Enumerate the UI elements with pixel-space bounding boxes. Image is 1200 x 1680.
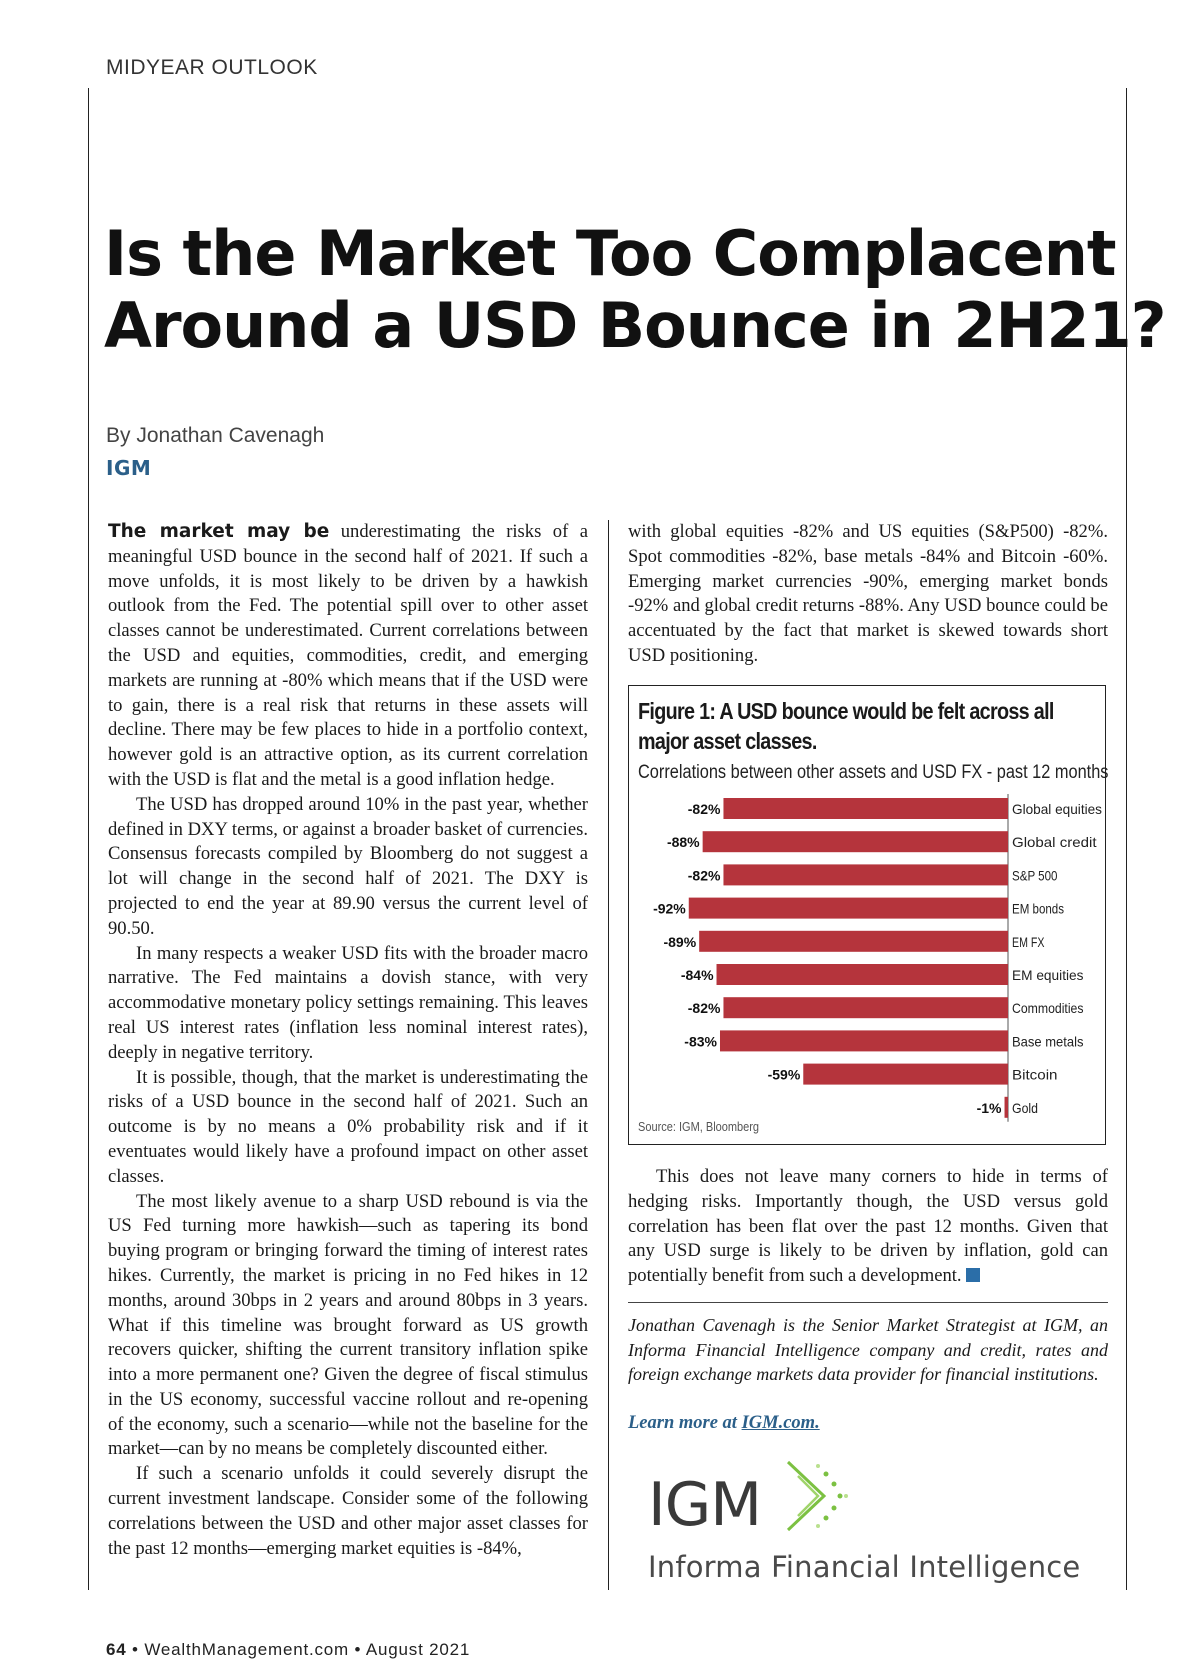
- value-label: -82%: [687, 867, 721, 884]
- value-label: -1%: [976, 1099, 1002, 1116]
- bar-em-equities: [717, 964, 1008, 985]
- article-title: [104, 217, 1166, 362]
- paragraph-6: If such a scenario unfolds it could severely disrupt the current investment landscape. Consider some of the following correlations between the USD and other major asset classes for the past 12 months—emerging market equities is -84%,: [108, 1463, 588, 1559]
- footer-site: WealthManagement.com: [144, 1640, 350, 1659]
- paragraph-5: The most likely avenue to a sharp USD rebound is via the US Fed turning more hawkish—such as tapering its bond buying program or bringing forward the timing of interest rates hikes. Currently, the market is pricing in no Fed hikes in 12 months, around 30bps in 2 years and around 80bps in 3 years. What if this timeline was brought forward as US growth recovers quicker, shifting the current transitory inflation spike into a more permanent one? Given the degree of fiscal stimulus in the US economy, successful vaccine rollout and re-opening of the economy, such a scenario—while not the baseline for the market—can by no means be completely discounted either.: [108, 1190, 588, 1460]
- figure-1: [628, 685, 1109, 1145]
- bar-global-credit: [703, 831, 1008, 852]
- left-margin-rule: [88, 88, 89, 1590]
- bio-divider: [628, 1302, 1108, 1303]
- section-label: MIDYEAR OUTLOOK: [106, 56, 318, 79]
- paragraph-8-text: This does not leave many corners to hide in terms of hedging risks. Importantly though, the USD versus gold correlation has been flat over the past 12 months. Given that any USD surge is likely to be driven by inflation, gold can potentially benefit from such a development.: [628, 1166, 1108, 1287]
- page-footer: [106, 1640, 470, 1660]
- footer-date: August 2021: [365, 1640, 471, 1659]
- value-label: -89%: [663, 933, 697, 950]
- footer-separator-2: •: [354, 1640, 362, 1659]
- lead-in: The market may be: [108, 521, 330, 542]
- learn-more: [628, 1413, 820, 1434]
- paragraph-8: [628, 1165, 1108, 1289]
- bar-em-fx: [699, 931, 1008, 952]
- category-label: Commodities: [1012, 1000, 1084, 1017]
- category-label: Base metals: [1012, 1033, 1084, 1050]
- igm-link[interactable]: IGM.com.: [741, 1413, 820, 1433]
- category-label: Gold: [1012, 1099, 1038, 1116]
- bar-s-p-500: [723, 864, 1008, 885]
- paragraph-1-text: underestimating the risks of a meaningful USD bounce in the second half of 2021. If such a move unfolds, it is most likely to be driven by a hawkish outlook from the Fed. The potential spill over to other asset classes cannot be underestimated. Current correlations between the USD and equities, commodities, credit, and emerging markets are running at -80% which means that if the USD were to gain, there is a real risk that returns in these assets will decline. There may be few places to hide in a portfolio context, however gold is an attractive option, as its current correlation with the USD is flat and the metal is a good inflation hedge.: [108, 521, 589, 790]
- category-label: S&P 500: [1012, 867, 1058, 884]
- bar-commodities: [723, 997, 1008, 1018]
- paragraph-1: [108, 520, 588, 793]
- page-number: 64: [106, 1640, 127, 1659]
- bar-base-metals: [720, 1030, 1008, 1051]
- category-label: EM equities: [1012, 967, 1084, 983]
- bar-bitcoin: [803, 1064, 1008, 1085]
- title-line-1: Is the Market Too Complacent: [104, 217, 1116, 290]
- igm-logo-tagline: Informa Financial Intelligence: [648, 1550, 1081, 1584]
- end-mark-icon: [966, 1268, 980, 1282]
- learn-more-prefix: Learn more at: [628, 1413, 742, 1433]
- paragraph-3: In many respects a weaker USD fits with the broader macro narrative. The Fed maintains a dovish stance, with very accommodative monetary policy settings remaining. This leaves real US interest rates (inflation less nominal interest rates), deeply in negative territory.: [108, 942, 588, 1063]
- bar-global-equities: [723, 798, 1008, 819]
- value-label: -88%: [666, 834, 700, 851]
- figure-source: Source: IGM, Bloomberg: [638, 1120, 760, 1134]
- category-label: Bitcoin: [1012, 1066, 1058, 1083]
- bar-em-bonds: [689, 898, 1008, 919]
- title-line-2: Around a USD Bounce in 2H21?: [104, 289, 1166, 362]
- value-label: -82%: [687, 801, 721, 817]
- paragraph-7: with global equities -82% and US equities (S&P500) -82%. Spot commodities -82%, base metals -84% and Bitcoin -60%. Emerging market currencies -90%, emerging market bonds -92% and global credit returns -88%. Any USD bounce could be accentuated by the fact that market is skewed towards short USD positioning.: [628, 521, 1108, 666]
- paragraph-4: It is possible, though, that the market is underestimating the risks of a USD bounce in the second half of 2021. Such an outcome is by no means a 0% probability risk and if it eventuates would likely have a profound impact on other asset classes.: [108, 1066, 588, 1187]
- figure-title-line-1: Figure 1: A USD bounce would be felt across all: [638, 698, 1054, 724]
- author-bio: Jonathan Cavenagh is the Senior Market Strategist at IGM, an Informa Financial Intelligence company and credit, rates and foreign exchange markets data provider for financial institutions.: [628, 1315, 1108, 1384]
- paragraph-2: The USD has dropped around 10% in the past year, whether defined in DXY terms, or against a broader basket of currencies. Consensus forecasts compiled by Bloomberg do not suggest a lot will change in the second half of 2021. The DXY is projected to end the year at 89.90 versus the current level of 90.50.: [108, 793, 588, 939]
- category-label: Global equities: [1012, 801, 1102, 817]
- category-label: Global credit: [1012, 834, 1097, 851]
- column-divider: [608, 520, 609, 1590]
- value-label: -92%: [653, 900, 686, 917]
- value-label: -84%: [680, 967, 714, 983]
- footer-separator-1: •: [132, 1640, 139, 1659]
- igm-logo-wordmark: IGM: [648, 1470, 761, 1540]
- category-label: EM FX: [1012, 933, 1046, 950]
- figure-subtitle: Correlations between other assets and USD FX - past 12 months: [638, 762, 1109, 783]
- value-label: -83%: [684, 1033, 717, 1050]
- category-label: EM bonds: [1012, 900, 1064, 917]
- left-column: [108, 520, 588, 1561]
- right-column-bottom: [628, 1165, 1108, 1289]
- igm-logo-chevron-icon: [780, 1456, 852, 1536]
- value-label: -82%: [687, 1000, 721, 1017]
- figure-title-line-2: major asset classes.: [638, 728, 817, 754]
- bar-chart: [629, 686, 1105, 1144]
- value-label: -59%: [767, 1066, 801, 1083]
- author-organization: IGM: [106, 456, 152, 480]
- bar-gold: [1005, 1097, 1008, 1118]
- right-column-top: [628, 520, 1108, 669]
- byline: By Jonathan Cavenagh: [106, 424, 325, 447]
